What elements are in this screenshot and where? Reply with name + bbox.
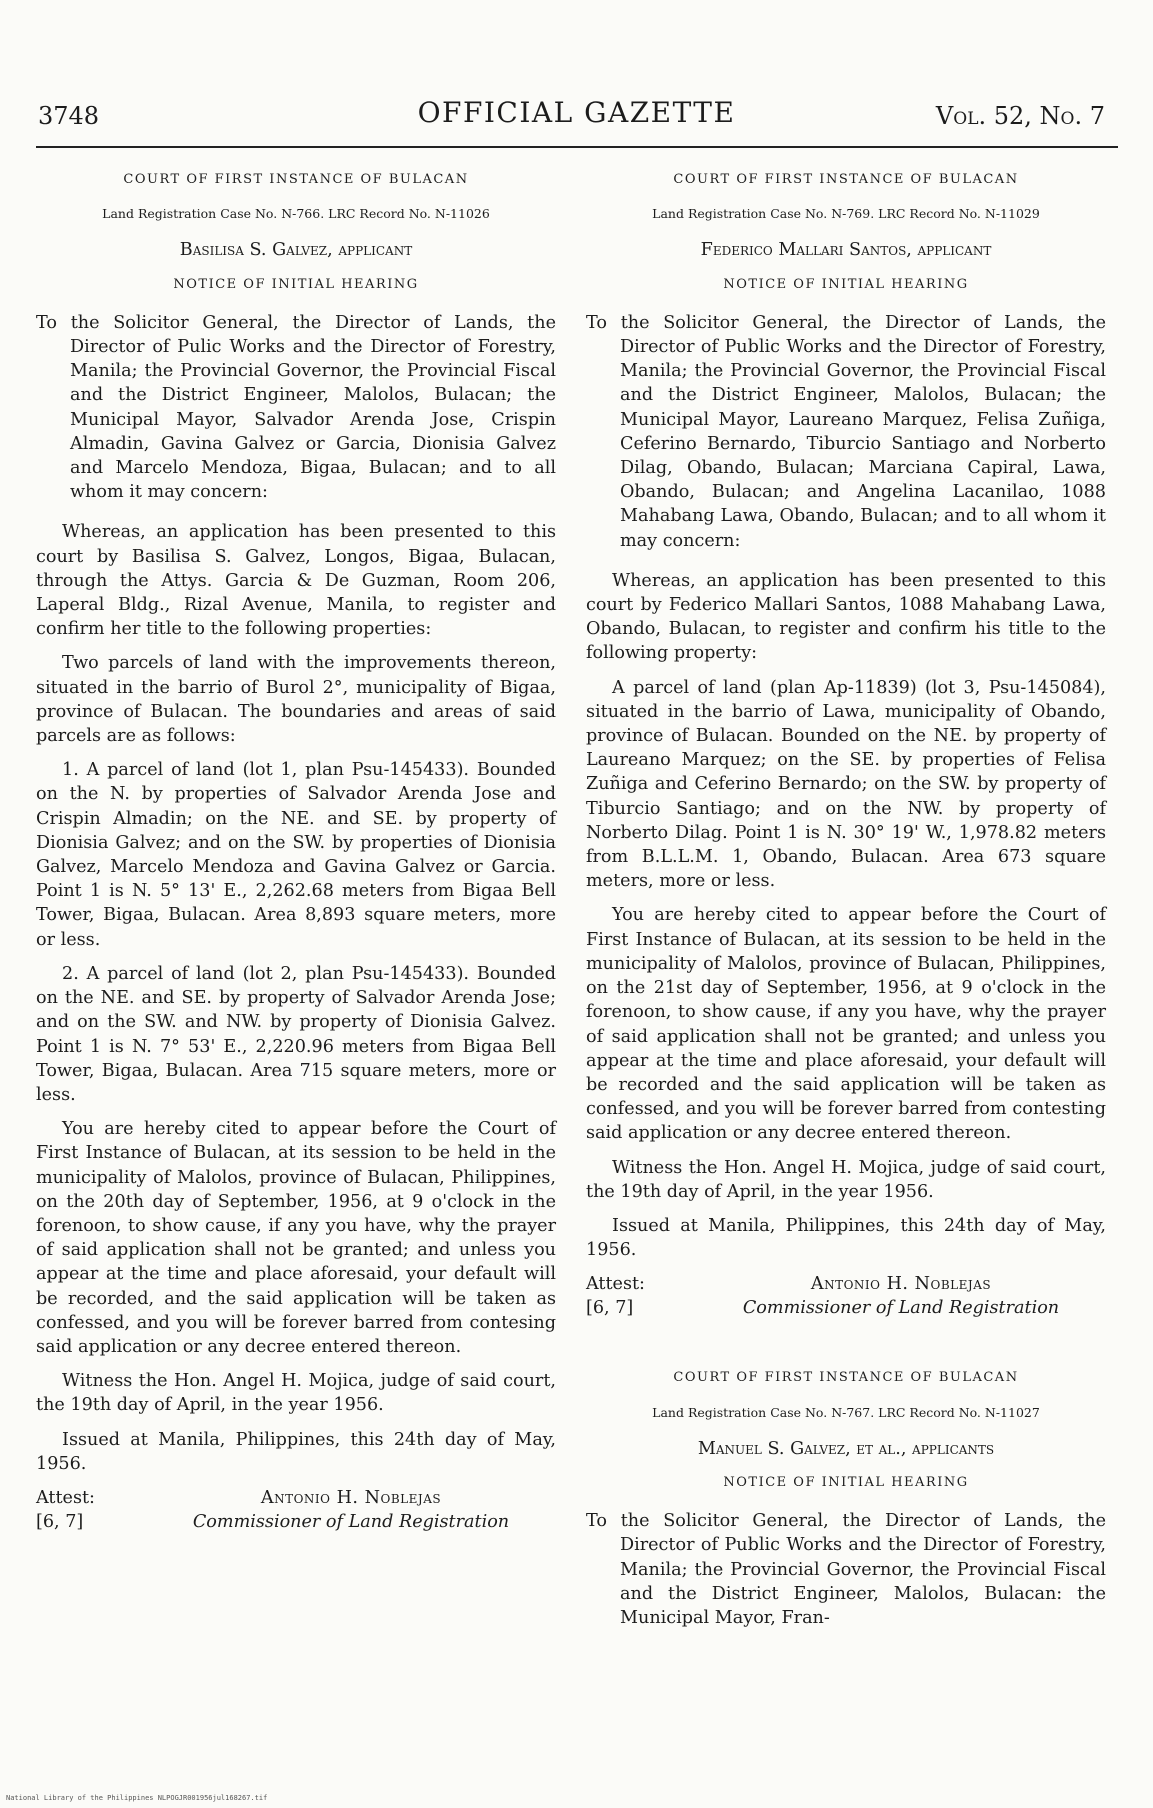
parcel-paragraph: A parcel of land (plan Ap-11839) (lot 3, Psu-145084), situated in the barrio of Lawa, municipality of Obando, province of Bulacan. Bounded on the NE. by property of Laureano Marquez; on the SE. by properties of Felisa Zuñiga and Ceferino Bernardo; on the SW. by property of Tiburcio Santiago; and on the NW. by property of Norberto Dilag. Point 1 is N. 30° 19' W., 1,978.82 meters from B.L.L.M. 1, Obando, Bulacan. Area 673 square meters, more or less. [586,677,1106,892]
signer-block [146,1486,556,1534]
body-paragraph: Two parcels of land with the improvements thereon, situated in the barrio of Burol 2°, municipality of Bigaa, province of Bulacan. The boundaries and areas of said parcels are as follows: [36,653,556,747]
applicant-name: Manuel S. Galvez, et al., applicants [697,1438,995,1459]
witness-paragraph: Witness the Hon. Angel H. Mojica, judge of said court, the 19th day of April, in the year 1956. [586,1157,1106,1202]
gazette-title: OFFICIAL GAZETTE [417,96,736,129]
case-line: Land Registration Case No. N-767. LRC Record No. N-11027 [652,1404,1040,1420]
notice-santos [586,168,1106,1320]
witness-paragraph: Witness the Hon. Angel H. Mojica, judge of said court, the 19th day of April, in the year 1956. [36,1371,556,1416]
notice-separator [586,1320,1106,1366]
notice-title: NOTICE OF INITIAL HEARING [723,1474,969,1490]
parcel-paragraph: 2. A parcel of land (lot 2, plan Psu-145433). Bounded on the NE. and SE. by property of Salvador Arenda Jose; and on the SW. and NW. by property of Dionisia Galvez. Point 1 is N. 7° 53' E., 2,220.96 meters from Bigaa Bell Tower, Bigaa, Bulacan. Area 715 square meters, more or less. [36,963,556,1105]
attest-block [586,1272,696,1320]
applicant-name: Basilisa S. Galvez, applicant [179,240,413,261]
addressee-paragraph: To the Solicitor General, the Director of Lands, the Director of Pulic Works and the Director of Forestry, Manila; the Provincial Governor, the Provincial Fiscal and the District Engineer, Malolos, Bulacan; the Municipal Mayor, Salvador Arenda Jose, Crispin Almadin, Gavina Galvez or Garcia, Dionisia Galvez and Marcelo Mendoza, Bigaa, Bulacan; and to all whom it may concern: [36,312,556,503]
attest-label: Attest: [36,1487,95,1508]
signer-name: Antonio H. Noblejas [260,1487,442,1508]
case-line: Land Registration Case No. N-766. LRC Record No. N-11026 [102,206,490,222]
notice-title: NOTICE OF INITIAL HEARING [173,276,419,292]
issue-reference: [6, 7] [586,1298,634,1319]
attest-block [36,1486,146,1534]
issued-paragraph: Issued at Manila, Philippines, this 24th day of May, 1956. [586,1215,1106,1261]
summons-paragraph: You are hereby cited to appear before the Court of First Instance of Bulacan, at its session to be held in the municipality of Malolos, province of Bulacan, Philippines, on the 21st day of September, 1956, at 9 o'clock in the forenoon, to show cause, if any you have, why the prayer of said application shall not be granted; and unless you appear at the time and place aforesaid, your default will be recorded and the said application will be taken as confessed, and you will be forever barred from contesting said application or any decree entered thereon. [586,905,1106,1144]
notice-title: NOTICE OF INITIAL HEARING [723,276,969,292]
notice-galvez-et-al [586,1366,1106,1630]
page-number: 3748 [38,102,100,130]
issue-reference: [6, 7] [36,1511,84,1532]
addressee-paragraph: To the Solicitor General, the Director of Lands, the Director of Public Works and the Director of Forestry, Manila; the Provincial Governor, the Provincial Fiscal and the District Engineer, Malolos, Bulacan; the Municipal Mayor, Laureano Marquez, Felisa Zuñiga, Ceferino Bernardo, Tiburcio Santiago and Norberto Dilag, Obando, Bulacan; Marciana Capiral, Lawa, Obando, Bulacan; and Angelina Lacanilao, 1088 Mahabang Lawa, Obando, Bulacan; and to all whom it may concern: [586,312,1106,551]
volume-number: Vol. 52, No. 7 [935,102,1105,130]
signature-block [586,1272,1106,1320]
attest-label: Attest: [586,1274,645,1295]
right-column [586,168,1106,1646]
header-rule [36,146,1118,148]
page-header [0,96,1153,132]
case-line: Land Registration Case No. N-769. LRC Record No. N-11029 [652,206,1040,222]
signer-name: Antonio H. Noblejas [810,1274,992,1295]
addressee-paragraph: To the Solicitor General, the Director of Lands, the Director of Public Works and the Director of Forestry, Manila; the Provincial Governor, the Provincial Fiscal and the District Engineer, Malolos, Bulacan: the Municipal Mayor, Fran- [586,1511,1106,1628]
notice-galvez [36,168,556,1534]
signer-block [696,1272,1106,1320]
parcel-paragraph: 1. A parcel of land (lot 1, plan Psu-145433). Bounded on the N. by properties of Salvador Arenda Jose and Crispin Almadin; on the NE. and SE. by property of Dionisia Galvez; and on the SW. by properties of Dionisia Galvez, Marcelo Mendoza and Gavina Galvez or Garcia. Point 1 is N. 5° 13' E., 2,262.68 meters from Bigaa Bell Tower, Bigaa, Bulacan. Area 8,893 square meters, more or less. [36,760,556,950]
applicant-name: Federico Mallari Santos, applicant [700,240,992,261]
signer-title: Commissioner of Land Registration [742,1298,1060,1319]
left-column [36,168,556,1534]
court-heading: COURT OF FIRST INSTANCE OF BULACAN [123,172,469,187]
issued-paragraph: Issued at Manila, Philippines, this 24th day of May, 1956. [36,1429,556,1474]
signature-block [36,1486,556,1534]
body-paragraph: Whereas, an application has been presented to this court by Federico Mallari Santos, 1088 Mahabang Lawa, Obando, Bulacan, to register and confirm his title to the following property: [586,570,1106,664]
scan-footer: National Library of the Philippines NLPOGJR001956jul168267.tif [6,1794,268,1802]
court-heading: COURT OF FIRST INSTANCE OF BULACAN [673,172,1019,187]
summons-paragraph: You are hereby cited to appear before the Court of First Instance of Bulacan, at its session to be held in the municipality of Malolos, province of Bulacan, Philippines, on the 20th day of September, 1956, at 9 o'clock in the forenoon, to show cause, if any you have, why the prayer of said application shall not be granted; and unless you appear at the time and place aforesaid, your default will be recorded, and the said application will be taken as confessed, and you will be forever barred from contesing said application or any decree entered thereon. [36,1119,556,1357]
body-paragraph: Whereas, an application has been presented to this court by Basilisa S. Galvez, Longos, Bigaa, Bulacan, through the Attys. Garcia & De Guzman, Room 206, Laperal Bldg., Rizal Avenue, Manila, to register and confirm her title to the following properties: [36,522,556,640]
court-heading: COURT OF FIRST INSTANCE OF BULACAN [673,1370,1019,1386]
signer-title: Commissioner of Land Registration [192,1511,510,1532]
